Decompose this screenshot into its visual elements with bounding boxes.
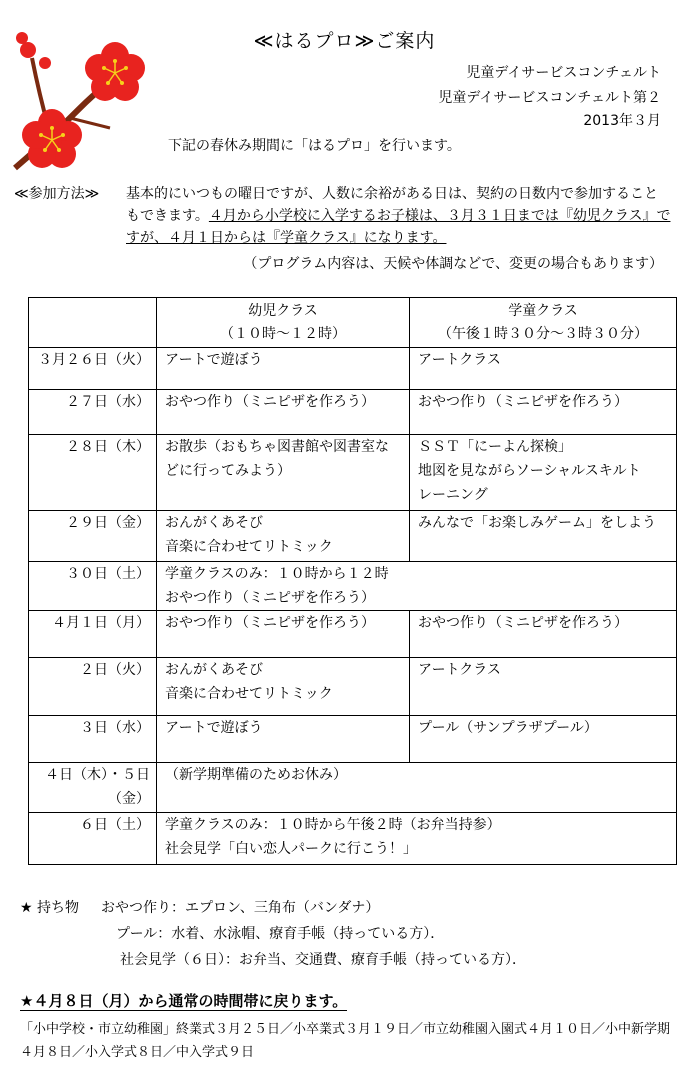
infant-activity: おやつ作り（ミニピザを作ろう） (157, 390, 410, 435)
infant-activity: アートで遊ぼう (157, 716, 410, 763)
school-class-name: 学童クラス (508, 303, 578, 319)
row-date: ３０日（土） (29, 562, 157, 611)
table-row (29, 435, 677, 511)
org-name: 児童デイサービスコンチェルト (466, 65, 661, 81)
intro-text: 下記の春休み期間に「はるプロ」を行います。 (168, 138, 461, 154)
merged-activity: 学童クラスのみ：１０時から１２時 おやつ作り（ミニピザを作ろう） (157, 562, 677, 611)
page-title: ≪はるプロ≫ご案内 (253, 30, 436, 52)
table-row (29, 348, 677, 390)
merged-activity: （新学期準備のためお休み） (157, 763, 677, 813)
issue-date: 2013年３月 (583, 113, 661, 129)
row-date: ２７日（水） (29, 390, 157, 435)
resume-notice (20, 990, 347, 1011)
infant-activity: お散歩（おもちゃ図書館や図書室な どに行ってみよう） (157, 435, 410, 511)
items-row-2 (20, 921, 526, 947)
header-school-class (410, 298, 677, 348)
table-row (29, 658, 677, 716)
table-row (29, 511, 677, 562)
header-infant-class (157, 298, 410, 348)
infant-activity: おんがくあそび 音楽に合わせてリトミック (157, 658, 410, 716)
school-activity: ＳＳＴ「にーよん探検」 地図を見ながらソーシャルスキルト レーニング (410, 435, 677, 511)
row-date: ２９日（金） (29, 511, 157, 562)
method-text-plain: 基本的にいつもの曜日ですが、人数に余裕がある日は、契約の日数内で参加することもできます。 (126, 186, 658, 224)
method-label: ≪参加方法≫ (14, 186, 100, 202)
school-activity: おやつ作り（ミニピザを作ろう） (410, 611, 677, 658)
row-date: ２日（火） (29, 658, 157, 716)
school-activity: アートクラス (410, 348, 677, 390)
method-note: （プログラム内容は、天候や体調などで、変更の場合もあります） (243, 256, 663, 272)
school-class-time: （午後１時３０分～３時３０分） (438, 326, 648, 342)
items-to-bring (20, 895, 526, 973)
table-row (29, 763, 677, 813)
table-row (29, 813, 677, 865)
merged-activity: 学童クラスのみ：１０時から午後２時（お弁当持参） 社会見学「白い恋人パークに行こう！」 (157, 813, 677, 865)
school-activity: プール（サンプラザプール） (410, 716, 677, 763)
items-line: プール：水着、水泳帽、療育手帳（持っている方）． (116, 926, 445, 942)
infant-activity: おんがくあそび 音楽に合わせてリトミック (157, 511, 410, 562)
row-date: ４月１日（月） (29, 611, 157, 658)
method-text-underlined: ４月から小学校に入学するお子様は、３月３１日までは『幼児クラス』ですが、４月１日からは『学童クラス』になります。 (126, 208, 671, 246)
header-date-cell (29, 298, 157, 348)
infant-class-name: 幼児クラス (248, 303, 318, 319)
table-row (29, 611, 677, 658)
org-name-2: 児童デイサービスコンチェルト第２ (438, 90, 661, 106)
row-date: ３日（水） (29, 716, 157, 763)
items-label: ★ 持ち物 (20, 900, 80, 916)
table-row (29, 562, 677, 611)
school-activity: アートクラス (410, 658, 677, 716)
infant-class-time: （１０時～１２時） (220, 326, 346, 342)
schedule-table (28, 297, 677, 865)
table-header-row (29, 298, 677, 348)
school-activity: おやつ作り（ミニピザを作ろう） (410, 390, 677, 435)
items-row-1 (20, 895, 526, 921)
items-line: 社会見学（６日）：お弁当、交通費、療育手帳（持っている方）． (120, 952, 526, 968)
infant-activity: おやつ作り（ミニピザを作ろう） (157, 611, 410, 658)
table-row (29, 390, 677, 435)
resume-notice-text: ★４月８日（月）から通常の時間帯に戻ります。 (20, 992, 348, 1010)
items-row-3 (20, 947, 526, 973)
infant-activity: アートで遊ぼう (157, 348, 410, 390)
school-activity: みんなで「お楽しみゲーム」をしよう (410, 511, 677, 562)
items-line: おやつ作り：エプロン、三角布（バンダナ） (101, 900, 380, 916)
method-text (126, 183, 671, 249)
row-date: ３月２６日（火） (29, 348, 157, 390)
table-row (29, 716, 677, 763)
row-date: ６日（土） (29, 813, 157, 865)
school-dates-note: 「小中学校・市立幼稚園」終業式３月２５日／小卒業式３月１９日／市立幼稚園入園式４月１０日／小中新学期４月８日／小入学式８日／中入学式９日 (20, 1022, 671, 1060)
row-date: ２８日（木） (29, 435, 157, 511)
row-date: ４日（木）・５日（金） (29, 763, 157, 813)
